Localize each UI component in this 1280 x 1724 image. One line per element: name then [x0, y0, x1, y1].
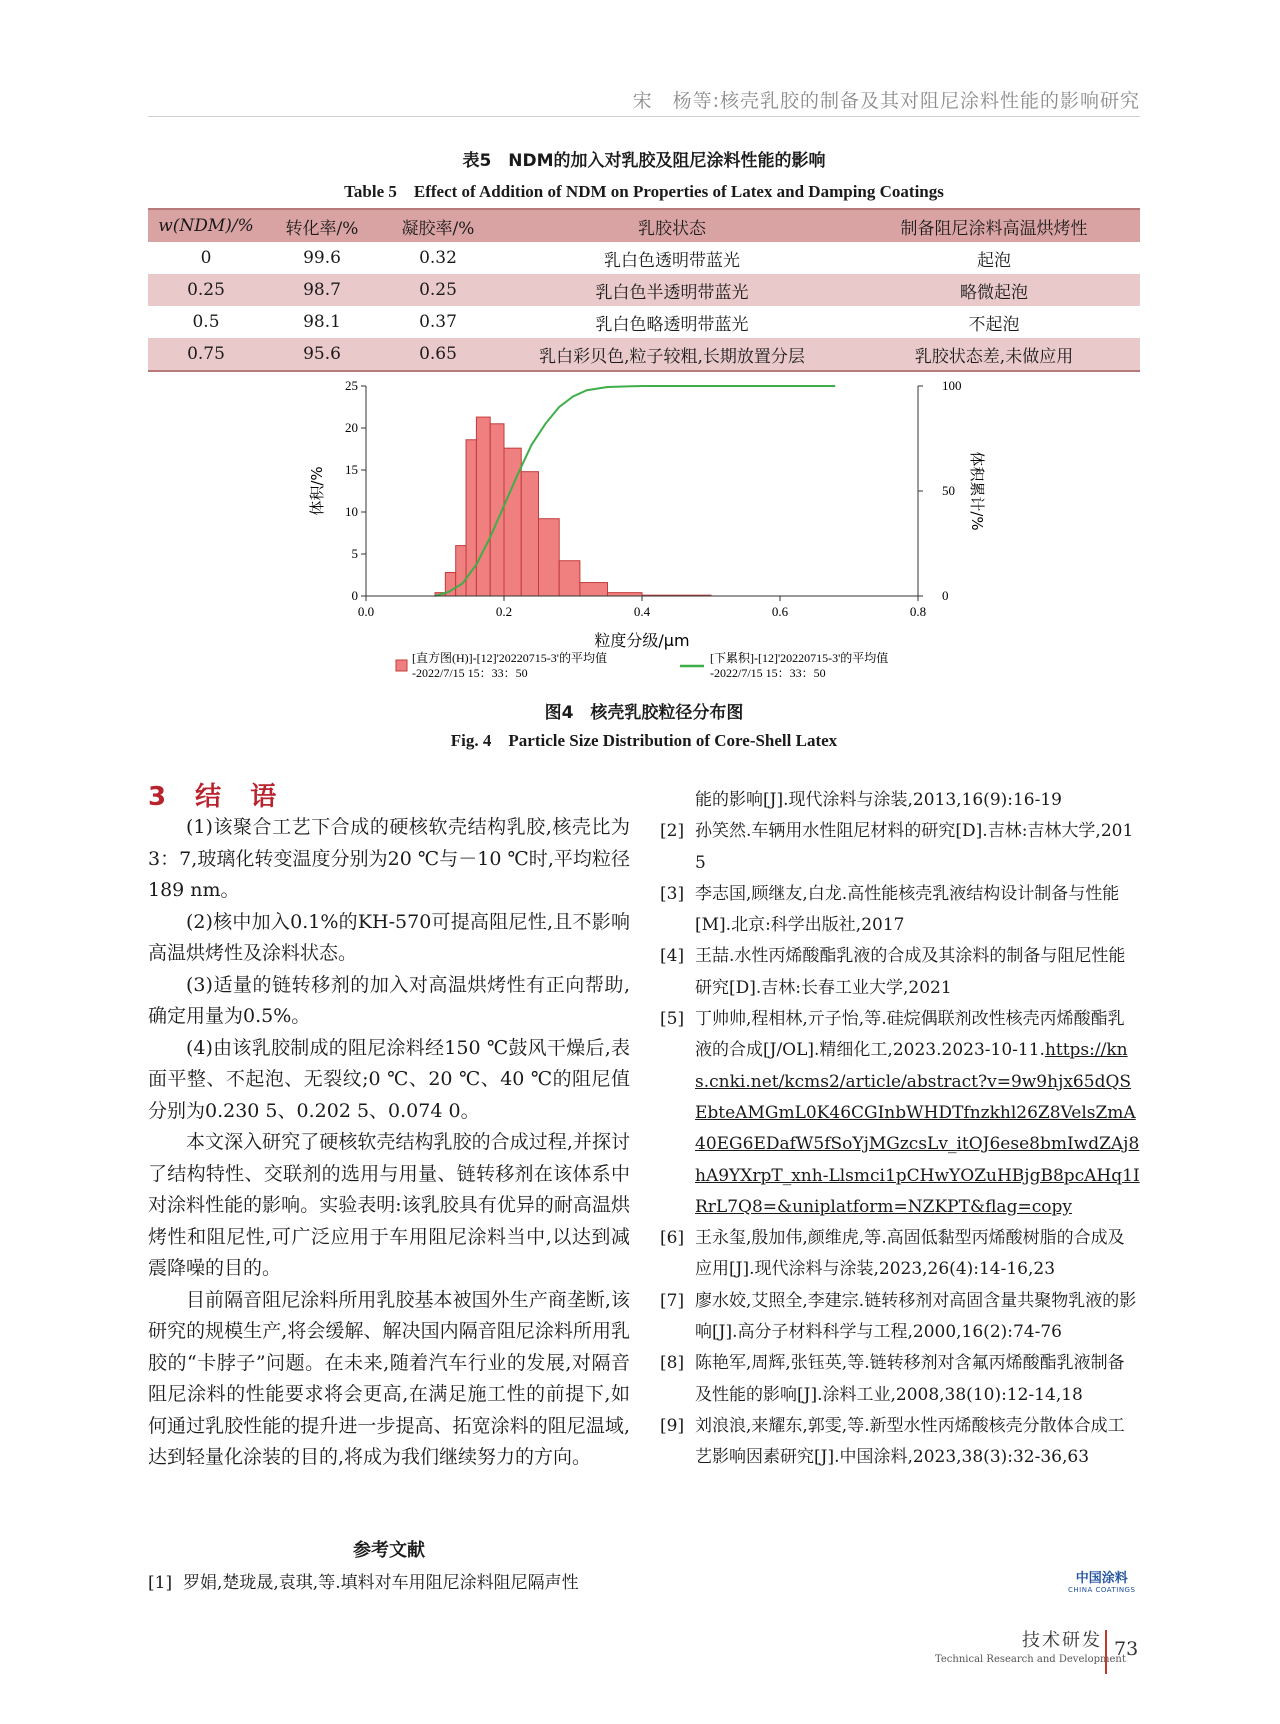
- paragraph: 本文深入研究了硬核软壳结构乳胶的合成过程,并探讨了结构特性、交联剂的选用与用量、链转移剂在该体系中对涂料性能的影响。实验表明:该乳胶具有优异的耐高温烘烤性和阻尼性,可广泛应用于车用阻尼涂料当中,以达到减震降噪的目的。: [148, 1131, 630, 1279]
- reference-number: [3]: [660, 883, 685, 904]
- y-tick-label: 25: [345, 378, 358, 393]
- particle-size-chart: [300, 372, 990, 692]
- y2-tick-label: 0: [942, 588, 949, 603]
- cell: 95.6: [264, 338, 380, 371]
- header-baking: 制备阻尼涂料高温烘烤性: [848, 209, 1140, 242]
- paragraph: 目前隔音阻尼涂料所用乳胶基本被国外生产商垄断,该研究的规模生产,将会缓解、解决国内隔音阻尼涂料所用乳胶的“卡脖子”问题。在未来,随着汽车行业的发展,对隔音阻尼涂料的性能要求将会更高,在满足施工性的前提下,如何通过乳胶性能的提升进一步提高、拓宽涂料的阻尼温域,达到轻量化涂装的目的,将成为我们继续努力的方向。: [148, 1288, 630, 1468]
- reference-body: 丁帅帅,程相林,亓子怡,等.硅烷偶联剂改性核壳丙烯酸酯乳液的合成[J/OL].精细化工,2023.2023-10-11.: [695, 1009, 1125, 1061]
- cell: 起泡: [977, 250, 1011, 271]
- cell: 0.75: [148, 338, 264, 371]
- x-tick-label: 0.2: [495, 604, 513, 619]
- reference-number: [1]: [148, 1573, 173, 1593]
- reference-text: 李志国,顾继友,白龙.高性能核壳乳液结构设计制备与性能[M].北京:科学出版社,2017: [695, 883, 1120, 936]
- references-title: 参考文献: [353, 1540, 425, 1561]
- header-rule: [148, 116, 1140, 117]
- x-tick-label: 0.4: [633, 604, 651, 619]
- ndm-table: [148, 208, 1140, 372]
- reference-item: [660, 816, 1140, 879]
- histogram-bar: [476, 417, 490, 596]
- table-caption-cn: 表5 NDM的加入对乳胶及阻尼涂料性能的影响: [462, 151, 826, 171]
- legend-swatch-histogram: [396, 660, 407, 671]
- reference-number: [5]: [660, 1009, 685, 1030]
- reference-number: [9]: [660, 1415, 685, 1436]
- cell: 乳白色透明带蓝光: [604, 250, 740, 271]
- table-row: [148, 242, 1140, 274]
- x-tick-label: 0.6: [771, 604, 789, 619]
- x-axis-label: 粒度分级/μm: [594, 631, 690, 650]
- reference-number: [2]: [660, 821, 685, 842]
- logo-cn: 中国涂料: [1075, 1571, 1128, 1586]
- conclusion-body: [148, 812, 630, 1474]
- cell: 0.25: [380, 274, 496, 306]
- reference-text: 罗娟,楚珑晟,袁琪,等.填料对车用阻尼涂料阻尼隔声性: [183, 1573, 579, 1593]
- histogram-bar: [608, 593, 643, 596]
- y-tick-label: 5: [351, 546, 358, 561]
- reference-number: [4]: [660, 946, 685, 967]
- reference-text: 王永玺,殷加伟,颜维虎,等.高固低黏型丙烯酸树脂的合成及应用[J].现代涂料与涂装,2023,26(4):14-16,23: [695, 1228, 1125, 1280]
- legend-date-cumulative: -2022/7/15 15：33：50: [710, 666, 826, 680]
- header-ndm: w(NDM)/%: [148, 209, 264, 242]
- figure-caption-cn: 图4 核壳乳胶粒径分布图: [544, 703, 744, 723]
- reference-text: 孙笑然.车辆用水性阻尼材料的研究[D].吉林:吉林大学,2015: [695, 821, 1134, 873]
- reference-text: 刘浪浪,来耀东,郭雯,等.新型水性丙烯酸核壳分散体合成工艺影响因素研究[J].中国涂料,2023,38(3):32-36,63: [695, 1415, 1125, 1468]
- y-tick-label: 10: [345, 504, 358, 519]
- cell: 不起泡: [968, 314, 1020, 335]
- reference-link[interactable]: https://kns.cnki.net/kcms2/article/abstract?v=9w9hjx65dQSEbteAMGmL0K46CGInbWHDTfnzkhl26Z8VelsZmA40EG6EDafW5fSoYjMGzcsLv_itOJ6ese8bmIwdZAj8hA9YXrpT_xnh-Llsmci1pCHwYOZuHBjgB8pcAHq1IRrL7Q8=&uniplatform=NZKPT&flag=copy: [695, 1040, 1140, 1217]
- cell: 乳白彩贝色,粒子较粗,长期放置分层: [496, 338, 848, 371]
- logo-en: CHINA COATINGS: [1068, 1586, 1136, 1594]
- y2-tick-label: 50: [942, 483, 955, 498]
- running-head: 宋 杨等:核壳乳胶的制备及其对阻尼涂料性能的影响研究: [632, 90, 1140, 112]
- table-row: [148, 274, 1140, 306]
- cell: 0.37: [419, 312, 457, 332]
- journal-logo: [1068, 1567, 1135, 1594]
- y2-tick-label: 100: [942, 378, 962, 393]
- reference-number: [7]: [660, 1290, 685, 1311]
- y2-axis-label: 体积累计/%: [968, 451, 986, 531]
- paragraph: (3)适量的链转移剂的加入对高温烘烤性有正向帮助,确定用量为0.5%。: [148, 973, 630, 1027]
- cell: 略微起泡: [848, 274, 1140, 306]
- reference-item: [660, 879, 1140, 942]
- y-tick-label: 15: [345, 462, 358, 477]
- table-header-row: [148, 209, 1140, 242]
- header-conversion: 转化率/%: [264, 209, 380, 242]
- legend-label-cumulative: [下累积]-[12]'20220715-3'的平均值: [710, 651, 889, 665]
- reference-text: 廖水姣,艾照全,李建宗.链转移剂对高固含量共聚物乳液的影响[J].高分子材料科学与工程,2000,16(2):74-76: [695, 1290, 1137, 1343]
- reference-item: [660, 1004, 1140, 1223]
- page-number: 73: [1114, 1638, 1139, 1660]
- reference-number: [6]: [660, 1228, 685, 1249]
- reference-text: [695, 1004, 1140, 1223]
- histogram-bar: [456, 546, 466, 596]
- section-title: 3 结 语: [148, 782, 287, 812]
- table-5: [148, 146, 1140, 372]
- histogram-bar: [580, 583, 608, 596]
- cell: 0.25: [148, 274, 264, 306]
- references-list: [660, 785, 1140, 1474]
- legend-label-histogram: [直方图(H)]-[12]'20220715-3'的平均值: [412, 651, 607, 665]
- table-caption-en: Table 5 Effect of Addition of NDM on Properties of Latex and Damping Coatings: [344, 182, 944, 201]
- reference-item: [148, 1568, 630, 1600]
- table-row: [148, 306, 1140, 338]
- paragraph: (2)核中加入0.1%的KH-570可提高阻尼性,且不影响高温烘烤性及涂料状态。: [148, 910, 630, 964]
- cell: 乳白色略透明带蓝光: [595, 314, 749, 335]
- cell: 乳白色半透明带蓝光: [496, 274, 848, 306]
- reference-item: [660, 1223, 1140, 1286]
- cell: 0.32: [419, 248, 457, 268]
- table-row: [148, 338, 1140, 371]
- footer-divider: [1105, 1630, 1107, 1674]
- reference-text: 陈艳军,周辉,张钰英,等.链转移剂对含氟丙烯酸酯乳液制备及性能的影响[J].涂料工业,2008,38(10):12-14,18: [695, 1353, 1125, 1405]
- cell: 0: [200, 248, 212, 268]
- reference-item: [660, 941, 1140, 1004]
- cell: 98.7: [264, 274, 380, 306]
- reference-item: [660, 1348, 1140, 1411]
- histogram-bar: [521, 472, 538, 596]
- y-tick-label: 0: [351, 588, 358, 603]
- paragraph: (1)该聚合工艺下合成的硬核软壳结构乳胶,核壳比为3：7,玻璃化转变温度分别为20 ℃与－10 ℃时,平均粒径189 nm。: [148, 816, 630, 901]
- x-tick-label: 0.8: [909, 604, 927, 619]
- footer-section-cn: 技术研发: [1022, 1630, 1102, 1651]
- cell: 乳胶状态差,未做应用: [848, 338, 1140, 371]
- reference-continuation: 能的影响[J].现代涂料与涂装,2013,16(9):16-19: [695, 790, 1063, 810]
- cell: 0.65: [380, 338, 496, 371]
- histogram-bar: [539, 519, 560, 596]
- cell: 99.6: [303, 248, 341, 268]
- cell: 98.1: [303, 312, 341, 332]
- reference-text: 王喆.水性丙烯酸酯乳液的合成及其涂料的制备与阻尼性能研究[D].吉林:长春工业大学,2021: [695, 946, 1126, 998]
- y-axis-label: 体积/%: [308, 466, 326, 516]
- histogram-bar: [559, 561, 580, 596]
- footer-section-en: Technical Research and Development: [935, 1654, 1126, 1665]
- y-tick-label: 20: [345, 420, 358, 435]
- header-latex-state: 乳胶状态: [496, 209, 848, 242]
- legend-date-histogram: -2022/7/15 15：33：50: [412, 666, 528, 680]
- figure-caption-en: Fig. 4 Particle Size Distribution of Core-Shell Latex: [450, 731, 838, 750]
- reference-item: [660, 1286, 1140, 1349]
- reference-item: [660, 1411, 1140, 1474]
- x-tick-label: 0.0: [357, 604, 375, 619]
- cell: 0.5: [192, 312, 220, 332]
- paragraph: (4)由该乳胶制成的阻尼涂料经150 ℃鼓风干燥后,表面平整、不起泡、无裂纹;0 ℃、20 ℃、40 ℃的阻尼值分别为0.230 5、0.202 5、0.074 0。: [148, 1036, 630, 1122]
- header-gel: 凝胶率/%: [380, 209, 496, 242]
- reference-number: [8]: [660, 1353, 685, 1374]
